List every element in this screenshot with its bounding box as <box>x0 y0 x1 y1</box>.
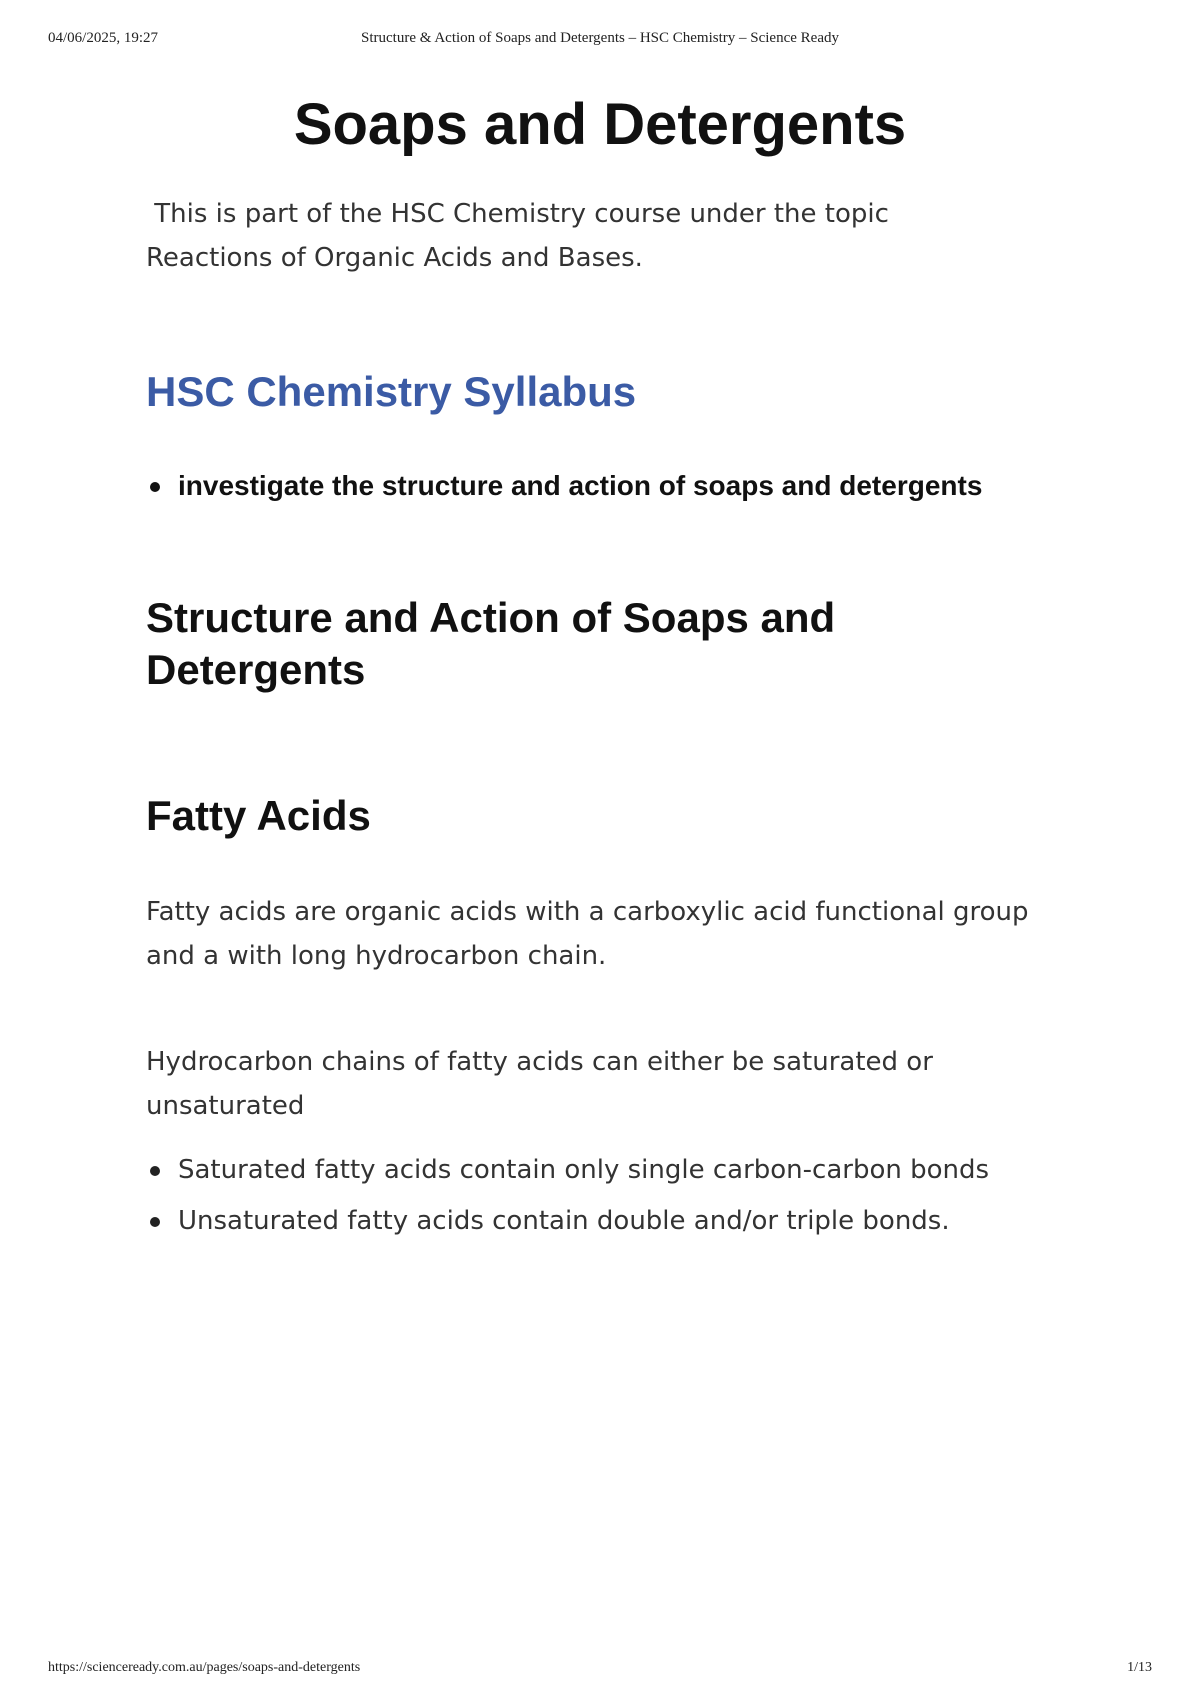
syllabus-item-text: investigate the structure and action of soaps and detergents <box>178 470 983 501</box>
syllabus-item <box>146 466 1046 506</box>
bullet-icon <box>150 482 160 492</box>
fatty-acids-paragraph-1: Fatty acids are organic acids with a carboxylic acid functional group and a with long hydrocarbon chain. <box>146 897 1029 971</box>
bullet-icon <box>150 1217 160 1227</box>
structure-heading: Structure and Action of Soaps and Detergents <box>146 594 836 693</box>
fatty-acids-heading: Fatty Acids <box>146 792 371 839</box>
print-page-title: Structure & Action of Soaps and Detergents – HSC Chemistry – Science Ready <box>361 30 839 46</box>
list-item-text: Unsaturated fatty acids contain double and/or triple bonds. <box>178 1206 950 1236</box>
syllabus-heading: HSC Chemistry Syllabus <box>146 368 637 415</box>
print-footer <box>48 1660 1152 1680</box>
list-item-text: Saturated fatty acids contain only single carbon-carbon bonds <box>178 1155 990 1185</box>
fatty-acids-list <box>146 1148 1046 1250</box>
syllabus-list <box>146 466 1046 506</box>
list-item <box>146 1199 1046 1243</box>
print-header <box>48 30 1152 50</box>
intro-paragraph: This is part of the HSC Chemistry course under the topic Reactions of Organic Acids and Bases. <box>146 199 889 273</box>
list-item <box>146 1148 1046 1192</box>
page-url: https://scienceready.com.au/pages/soaps-and-detergents <box>48 1660 361 1675</box>
print-datetime: 04/06/2025, 19:27 <box>48 30 159 46</box>
bullet-icon <box>150 1166 160 1176</box>
page-number: 1/13 <box>1127 1660 1152 1675</box>
fatty-acids-paragraph-2: Hydrocarbon chains of fatty acids can either be saturated or unsaturated <box>146 1047 933 1121</box>
page-title: Soaps and Detergents <box>293 92 907 157</box>
